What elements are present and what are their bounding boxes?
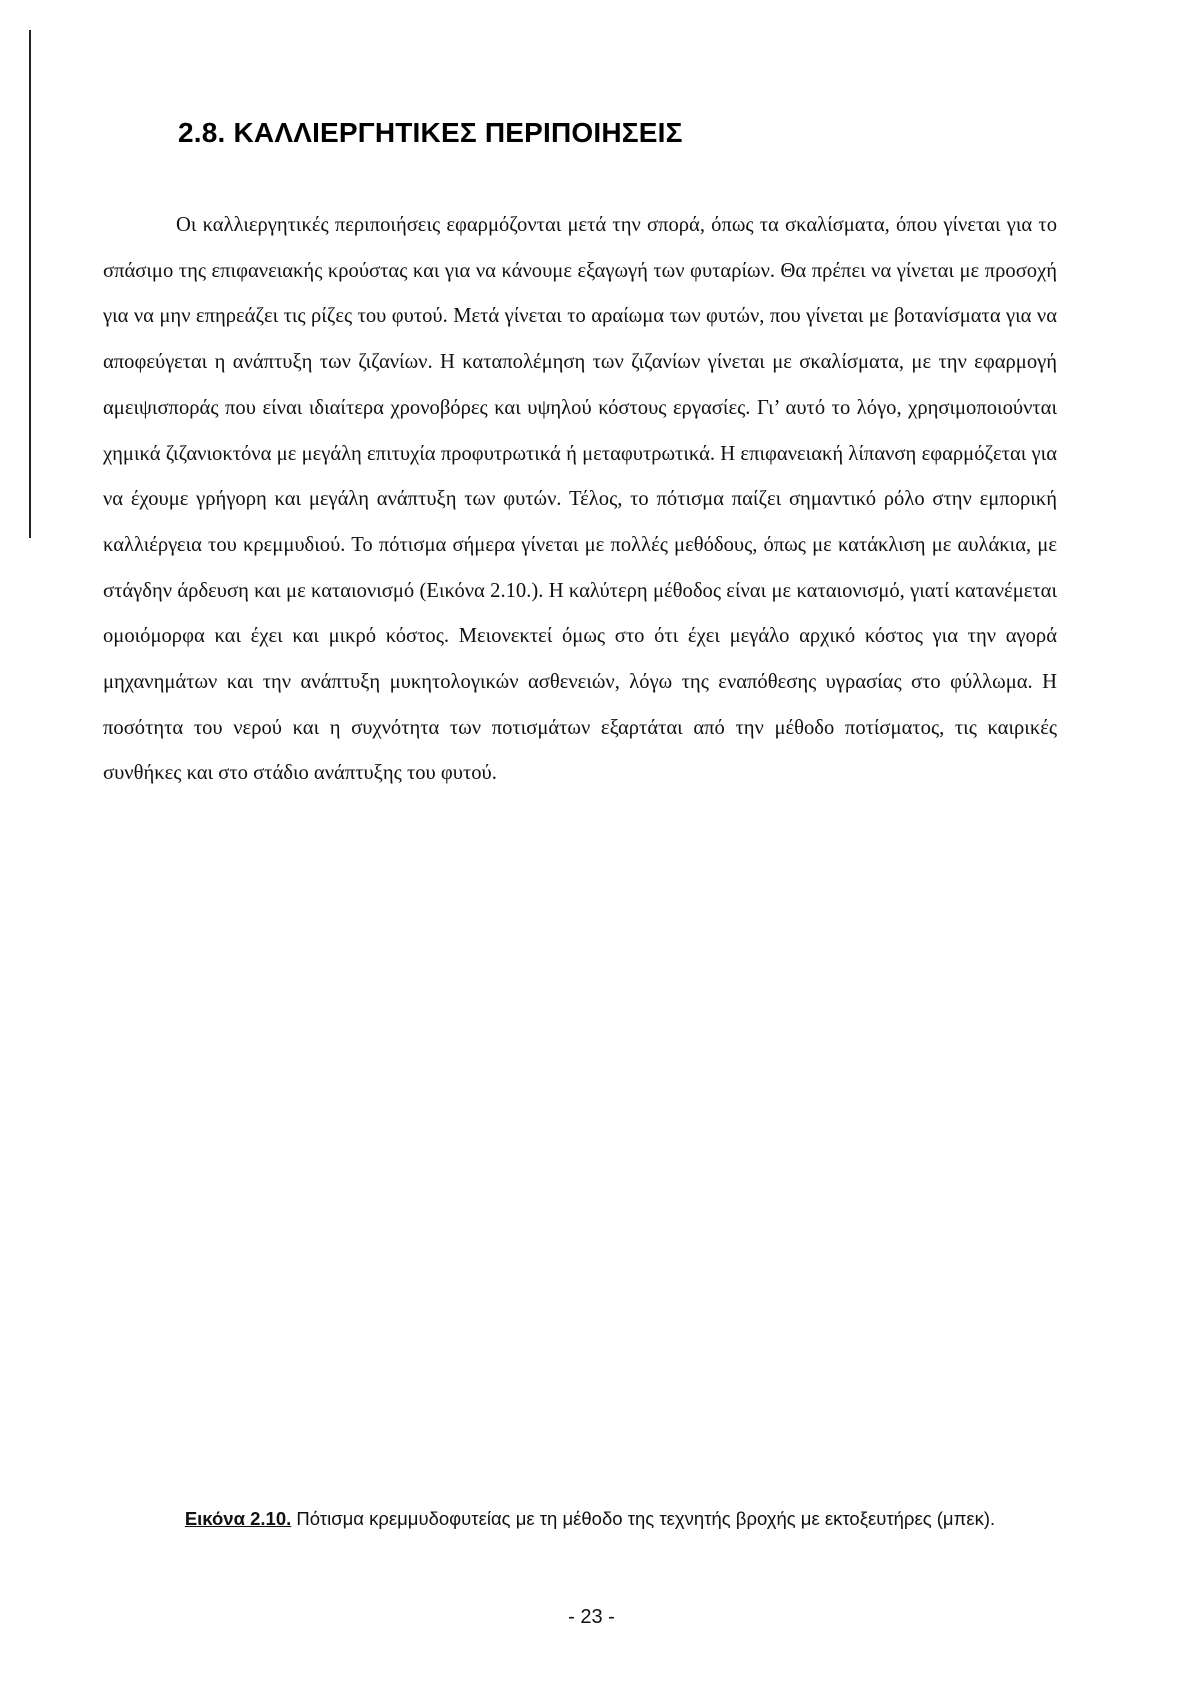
margin-rule (29, 30, 31, 538)
figure-caption (180, 1505, 1000, 1533)
figure-caption-text: Πότισμα κρεμμυδοφυτείας με τη μέθοδο της τεχνητής βροχής με εκτοξευτήρες (μπεκ). (291, 1508, 996, 1529)
section-heading: 2.8. ΚΑΛΛΙΕΡΓΗΤΙΚΕΣ ΠΕΡΙΠΟΙΗΣΕΙΣ (178, 117, 683, 148)
figure-caption-label: Εικόνα 2.10. (184, 1508, 292, 1529)
page-number: - 23 - (568, 1606, 615, 1628)
body-paragraph: Οι καλλιεργητικές περιποιήσεις εφαρμόζονται μετά την σπορά, όπως τα σκαλίσματα, όπου γίνεται για το σπάσιμο της επιφανειακής κρούστας και για να κάνουμε εξαγωγή των φυταρίων. Θα πρέπει να γίνεται με προσοχή για να μην επηρεάζει τις ρίζες του φυτού. Μετά γίνεται το αραίωμα των φυτών, που γίνεται με βοτανίσματα για να αποφεύγεται η ανάπτυξη των ζιζανίων. Η καταπολέμηση των ζιζανίων γίνεται με σκαλίσματα, με την εφαρμογή αμειψισποράς που είναι ιδιαίτερα χρονοβόρες και υψηλού κόστους εργασίες. Γι’ αυτό το λόγο, χρησιμοποιούνται χημικά ζιζανιοκτόνα με μεγάλη επιτυχία προφυτρωτικά ή μεταφυτρωτικά. Η επιφανειακή λίπανση εφαρμόζεται για να έχουμε γρήγορη και μεγάλη ανάπτυξη των φυτών. Τέλος, το πότισμα παίζει σημαντικό ρόλο στην εμπορική καλλιέργεια του κρεμμυδιού. Το πότισμα σήμερα γίνεται με πολλές μεθόδους, όπως με κατάκλιση με αυλάκια, με στάγδην άρδευση και με καταιονισμό (Εικόνα 2.10.). Η καλύτερη μέθοδος είναι με καταιονισμό, γιατί κατανέμεται ομοιόμορφα και έχει και μικρό κόστος. Μειονεκτεί όμως στο ότι έχει μεγάλο αρχικό κόστος για την αγορά μηχανημάτων και την ανάπτυξη μυκητολογικών ασθενειών, λόγω της εναπόθεσης υγρασίας στο φύλλωμα. Η ποσότητα του νερού και η συχνότητα των ποτισμάτων εξαρτάται από την μέθοδο ποτίσματος, τις καιρικές συνθήκες και στο στάδιο ανάπτυξης του φυτού. (103, 214, 1057, 785)
